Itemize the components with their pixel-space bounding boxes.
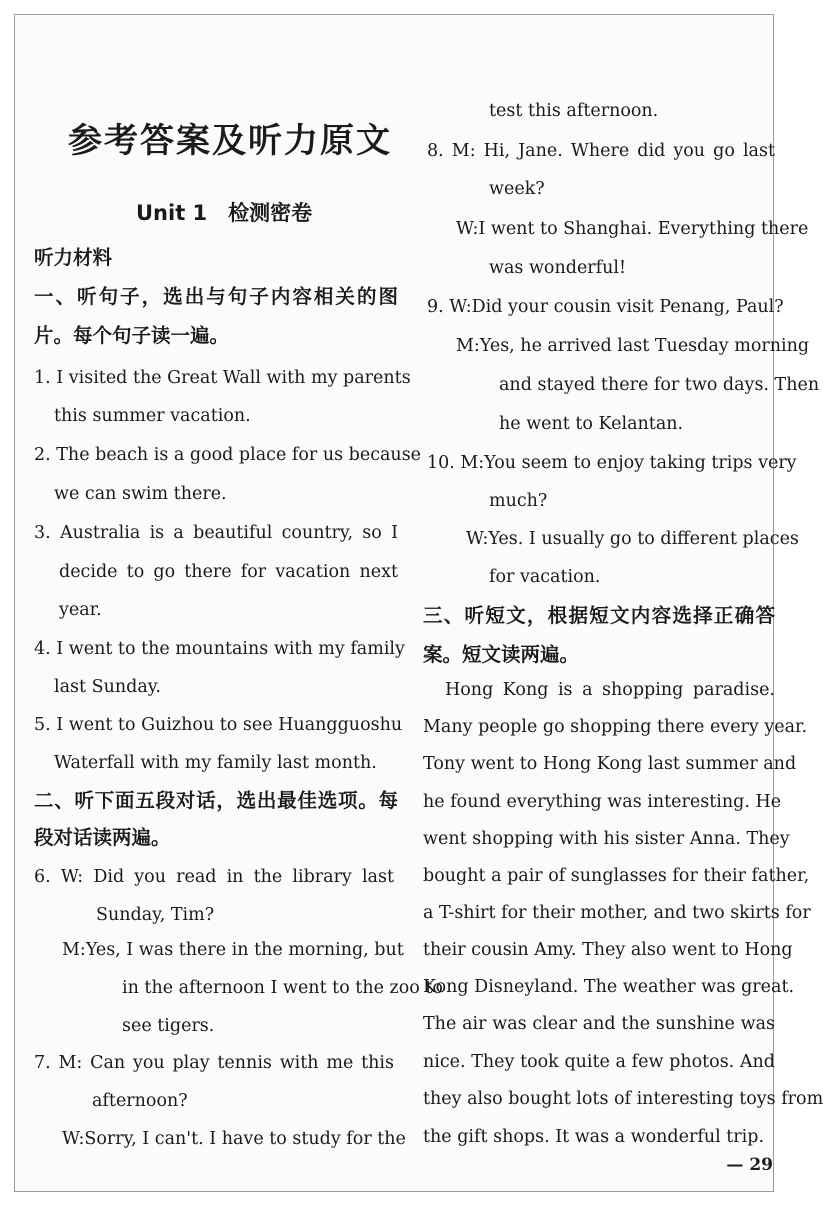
q9-line4: he went to Kelantan.	[499, 414, 684, 434]
q7-line1: 7. M: Can you play tennis with me this	[34, 1053, 394, 1073]
item-3: 3. Australia is a beautiful country, so I	[34, 523, 398, 543]
passage-line: nice. They took quite a few photos. And	[423, 1052, 775, 1072]
passage-line: The air was clear and the sunshine was	[423, 1014, 775, 1034]
part3-instruction-cont: 案。短文读两遍。	[423, 643, 580, 666]
passage-line: they also bought lots of interesting toys from	[423, 1089, 823, 1109]
part3-instruction: 三、听短文，根据短文内容选择正确答	[423, 604, 775, 627]
item-2: 2. The beach is a good place for us because	[34, 445, 422, 465]
q8-line1: 8. M: Hi, Jane. Where did you go last	[427, 141, 775, 161]
unit-title: Unit 1 检测密卷	[136, 201, 313, 225]
q10-line1: 10. M:You seem to enjoy taking trips very	[427, 453, 797, 473]
q9-line2: M:Yes, he arrived last Tuesday morning	[456, 336, 810, 356]
part1-instruction: 一、听句子，选出与句子内容相关的图	[34, 285, 398, 308]
q6-line3: M:Yes, I was there in the morning, but	[62, 940, 404, 960]
q6-line1: 6. W: Did you read in the library last	[34, 867, 394, 887]
part1-instruction-cont: 片。每个句子读一遍。	[34, 324, 230, 347]
item-5: 5. I went to Guizhou to see Huangguoshu	[34, 715, 403, 735]
part2-instruction-cont: 段对话读两遍。	[34, 826, 171, 849]
answer-key-page	[14, 14, 823, 1192]
section-heading: 听力材料	[34, 246, 113, 269]
passage-line: Kong Disneyland. The weather was great.	[423, 977, 795, 997]
item-4: 4. I went to the mountains with my family	[34, 639, 405, 659]
q6-line2: Sunday, Tim?	[96, 905, 215, 925]
passage-line: the gift shops. It was a wonderful trip.	[423, 1127, 765, 1147]
item-1-cont: this summer vacation.	[54, 406, 251, 426]
q10-line4: for vacation.	[489, 567, 601, 587]
q8-line3: W:I went to Shanghai. Everything there	[456, 219, 809, 239]
passage-line: a T-shirt for their mother, and two skirts for	[423, 903, 811, 923]
passage-line: Hong Kong is a shopping paradise.	[445, 680, 775, 700]
q9-line3: and stayed there for two days. Then	[499, 375, 820, 395]
item-4-cont: last Sunday.	[54, 677, 161, 697]
passage-line: Tony went to Hong Kong last summer and	[423, 754, 797, 774]
q6-line5: see tigers.	[122, 1016, 215, 1036]
item-5-cont: Waterfall with my family last month.	[54, 753, 377, 773]
q7-line2: afternoon?	[92, 1091, 188, 1111]
item-1: 1. I visited the Great Wall with my parents	[34, 368, 411, 388]
passage-line: went shopping with his sister Anna. They	[423, 829, 790, 849]
q8-line2: week?	[489, 179, 545, 199]
passage-line: their cousin Amy. They also went to Hong	[423, 940, 793, 960]
part2-instruction: 二、听下面五段对话，选出最佳选项。每	[34, 789, 398, 812]
passage-line: bought a pair of sunglasses for their father,	[423, 866, 810, 886]
q9-line1: 9. W:Did your cousin visit Penang, Paul?	[427, 297, 784, 317]
page-number: — 29	[726, 1155, 773, 1175]
q7-line3: W:Sorry, I can't. I have to study for the	[62, 1129, 406, 1149]
q8-line4: was wonderful!	[489, 258, 627, 278]
item-3-cont2: year.	[59, 600, 102, 620]
passage-line: Many people go shopping there every year.	[423, 717, 808, 737]
item-2-cont: we can swim there.	[54, 484, 227, 504]
passage-line: he found everything was interesting. He	[423, 792, 782, 812]
q7-line4: test this afternoon.	[489, 101, 659, 121]
q6-line4: in the afternoon I went to the zoo to	[122, 978, 443, 998]
item-3-cont: decide to go there for vacation next	[59, 562, 398, 582]
q10-line2: much?	[489, 491, 548, 511]
page-title: 参考答案及听力原文	[68, 121, 392, 161]
q10-line3: W:Yes. I usually go to different places	[466, 529, 799, 549]
